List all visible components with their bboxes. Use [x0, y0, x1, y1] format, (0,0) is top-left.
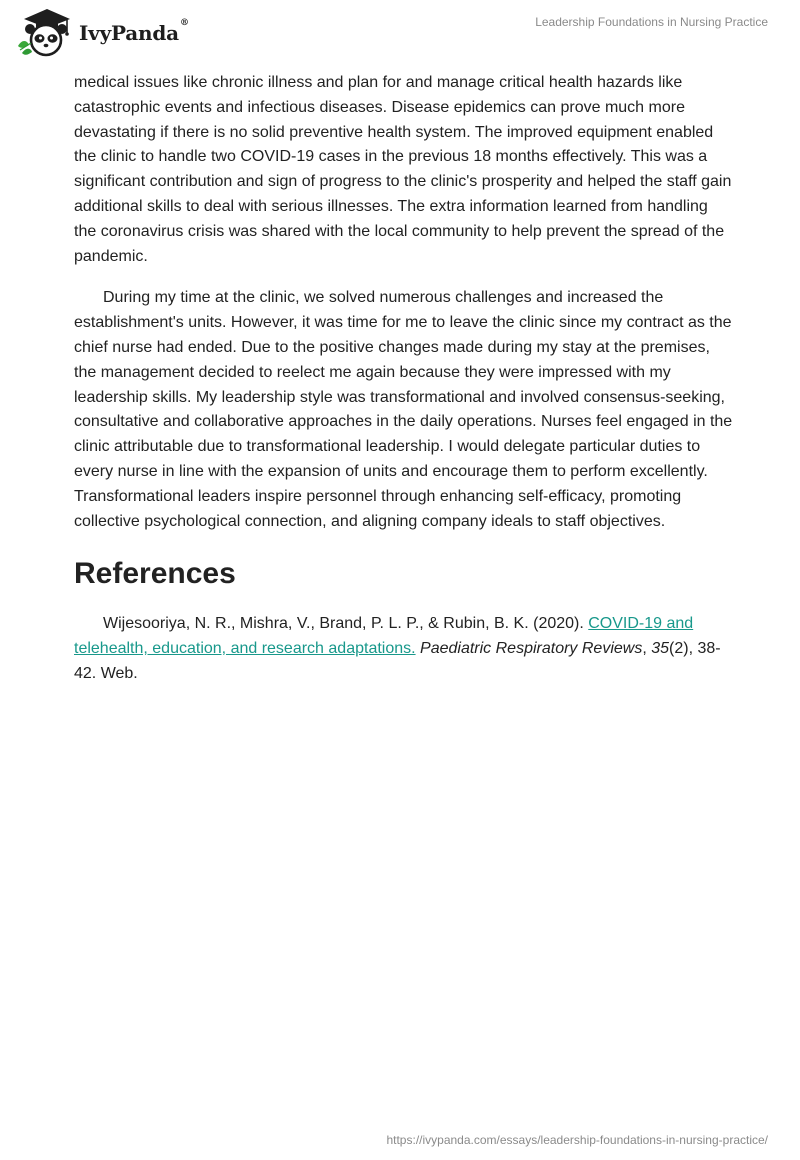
essay-content [74, 71, 734, 687]
source-url[interactable]: https://ivypanda.com/essays/leadership-foundations-in-nursing-practice/ [386, 1133, 768, 1147]
body-paragraph: medical issues like chronic illness and plan for and manage critical health hazards like catastrophic events and infectious diseases. Disease epidemics can prove much more devastating if there is no solid preventive health system. The improved equipment enabled the clinic to handle two COVID-19 cases in the previous 18 months effectively. This was a significant contribution and sign of progress to the clinic's prosperity and helped the staff gain additional skills to deal with serious illnesses. The extra information learned from handling the coronavirus crisis was shared with the local community to help prevent the spread of the pandemic. [74, 74, 732, 265]
reference-authors: Wijesooriya, N. R., Mishra, V., Brand, P. L. P., & Rubin, B. K. (2020). [103, 615, 589, 633]
registered-mark: ® [179, 18, 189, 28]
page-header [0, 0, 800, 60]
brand-name: IvyPanda® [79, 18, 189, 45]
ivypanda-logo[interactable] [14, 6, 189, 58]
reference-volume: 35 [651, 640, 670, 658]
reference-issue-pages: (2), 38-42. Web. [74, 640, 721, 682]
reference-journal: Paediatric Respiratory Reviews [420, 640, 643, 658]
reference-entry [74, 612, 734, 686]
panda-graduate-logo-icon [14, 6, 76, 58]
reference-title-link[interactable]: COVID-19 and telehealth, education, and research adaptations. [74, 615, 694, 658]
reference-separator: , [642, 640, 652, 658]
document-title: Leadership Foundations in Nursing Practice [535, 15, 768, 29]
body-paragraph: During my time at the clinic, we solved numerous challenges and increased the establishment's units. However, it was time for me to leave the clinic since my contract as the chief nurse had ended. Due to the positive changes made during my stay at the premises, the management decided to reelect me again because they were impressed with my leadership skills. My leadership style was transformational and involved consensus-seeking, consultative and collaborative approaches in the daily operations. Nurses feel engaged in the clinic attributable due to transformational leadership. I would delegate particular duties to every nurse in line with the expansion of units and encourage them to perform excellently. Transformational leaders inspire personnel through enhancing self-efficacy, promoting collective psychological connection, and aligning company ideals to staff objectives. [74, 289, 733, 530]
references-heading: References [74, 557, 236, 591]
